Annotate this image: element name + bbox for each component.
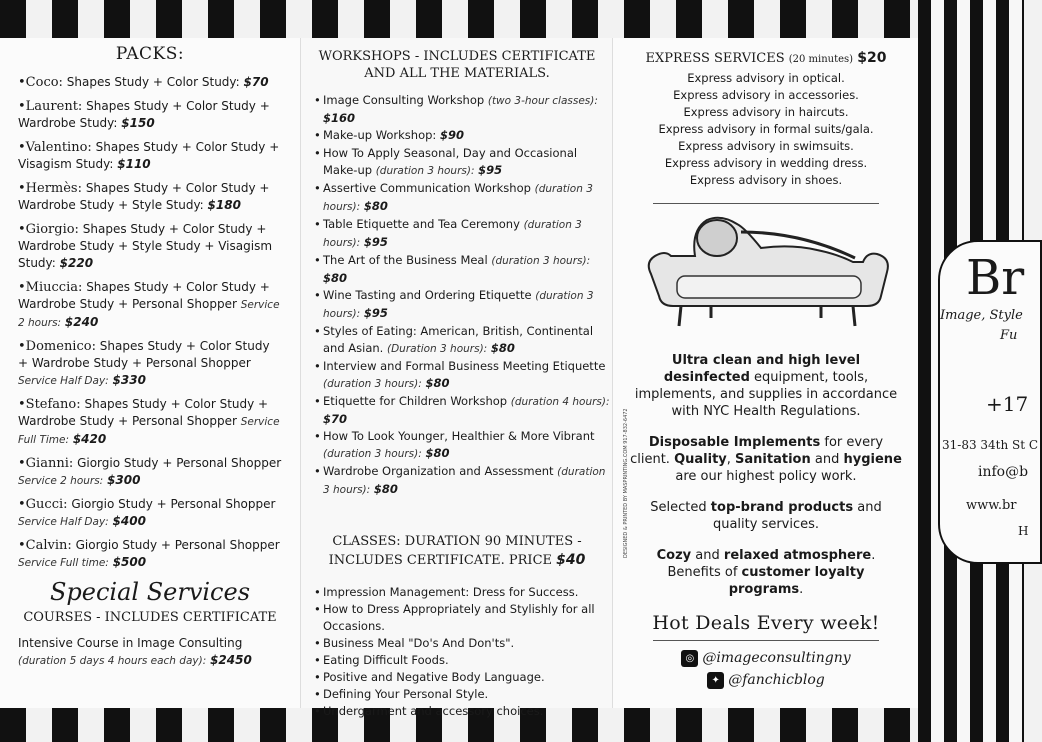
workshop-duration: (duration 3 hours): xyxy=(323,378,422,390)
course-price: $2450 xyxy=(210,653,252,667)
workshop-text: Make-up Workshop: xyxy=(323,128,437,142)
pack-price: $300 xyxy=(107,473,141,487)
workshop-item xyxy=(323,127,613,145)
hyg-b1: Disposable Implements xyxy=(648,435,821,450)
pack-duration: Service Half Day: xyxy=(18,375,109,387)
express-item: Express advisory in accessories. xyxy=(673,88,859,102)
express-title-text: EXPRESS SERVICES xyxy=(645,51,785,66)
course-item xyxy=(18,635,282,670)
pack-item xyxy=(18,180,282,215)
express-item: Express advisory in formal suits/gala. xyxy=(658,122,874,136)
phone-number: +17 xyxy=(986,392,1029,416)
packs-title: PACKS: xyxy=(115,44,185,64)
social-links xyxy=(613,647,919,691)
divider xyxy=(653,203,879,204)
pack-name: •Giorgio: xyxy=(18,222,79,237)
workshop-price: $80 xyxy=(373,482,398,496)
hyg-p3-t2: and quality services. xyxy=(712,500,882,532)
hyg-b4: hygiene xyxy=(843,452,902,467)
pack-desc: Giorgio Study + Personal Shopper xyxy=(75,538,280,552)
pack-item xyxy=(18,98,282,133)
pack-price: $400 xyxy=(112,514,146,528)
instagram-icon: ◎ xyxy=(681,650,698,667)
sofa-illustration xyxy=(641,210,891,338)
workshop-text: Interview and Formal Business Meeting Etiquette xyxy=(323,359,606,373)
twitter-handle: @fanchicblog xyxy=(728,672,825,688)
address: 31-83 34th St C xyxy=(942,438,1039,452)
hyg-t2: , xyxy=(726,452,731,467)
workshop-duration: (duration 3 hours): xyxy=(323,290,594,320)
pack-item xyxy=(18,74,282,92)
website: www.br xyxy=(966,498,1017,513)
class-item: • Eating Difficult Foods. xyxy=(323,652,613,669)
workshop-item xyxy=(323,180,613,216)
workshops-title: WORKSHOPS - INCLUDES CERTIFICATE AND ALL THE MATERIALS. xyxy=(318,49,596,81)
instagram-link[interactable] xyxy=(613,647,919,669)
workshop-item xyxy=(323,323,613,358)
course-duration: (duration 5 days 4 hours each day): xyxy=(18,655,207,667)
workshops-list xyxy=(301,92,613,499)
course-text: Intensive Course in Image Consulting xyxy=(18,636,243,650)
pack-item xyxy=(18,396,282,449)
hyg-p4-b2: relaxed atmosphere xyxy=(723,548,872,563)
pack-name: •Miuccia: xyxy=(18,280,83,295)
special-services-title: Special Services xyxy=(49,578,251,606)
pack-price: $240 xyxy=(64,315,99,329)
pack-desc: Shapes Study + Color Study + Visagism Study: xyxy=(18,140,280,171)
card-footer: H xyxy=(1018,524,1029,538)
workshop-item xyxy=(323,428,613,463)
workshop-text: Styles of Eating: American, British, Continental and Asian. xyxy=(323,324,594,355)
workshop-price: $90 xyxy=(439,128,464,142)
hygiene-p1-bold: Ultra clean and high level desinfected xyxy=(663,353,861,385)
pack-duration: Service Half Day: xyxy=(18,516,109,528)
workshop-price: $80 xyxy=(425,376,450,390)
workshop-item xyxy=(323,393,613,428)
pack-name: •Valentino: xyxy=(18,140,92,155)
pack-name: •Stefano: xyxy=(18,397,81,412)
workshop-text: Table Etiquette and Tea Ceremony xyxy=(323,217,520,231)
hyg-p3-t1: Selected xyxy=(650,500,707,515)
workshop-text: Assertive Communication Workshop xyxy=(323,181,531,195)
express-item: Express advisory in swimsuits. xyxy=(678,139,854,153)
pack-name: •Hermès: xyxy=(18,181,82,196)
pack-price: $420 xyxy=(72,432,107,446)
hyg-t1: for every client. xyxy=(630,435,884,467)
workshop-duration: (duration 4 hours): xyxy=(510,396,610,408)
workshop-duration: (duration 3 hours): xyxy=(323,448,422,460)
hyg-p4-t1: and xyxy=(695,548,720,563)
pack-name: •Domenico: xyxy=(18,339,96,354)
pack-item xyxy=(18,279,282,332)
workshops-panel xyxy=(300,38,613,718)
classes-title-text: CLASSES: DURATION 90 MINUTES - INCLUDES CERTIFICATE. PRICE xyxy=(328,534,582,568)
class-item: • Undergarment and accessory choices. xyxy=(323,703,613,720)
pack-price: $150 xyxy=(121,116,155,130)
hygiene-paragraph-4 xyxy=(629,547,903,598)
courses-title: COURSES - INCLUDES CERTIFICATE xyxy=(23,610,277,625)
express-item: Express advisory in shoes. xyxy=(689,173,843,187)
pack-name: •Calvin: xyxy=(18,538,72,553)
brand-name: Br xyxy=(966,250,1025,306)
hyg-b3: Sanitation xyxy=(735,452,811,467)
hyg-t3: and xyxy=(814,452,840,467)
workshop-item xyxy=(323,92,613,127)
pack-item xyxy=(18,455,282,490)
class-item: • Business Meal "Do's And Don'ts". xyxy=(323,635,613,652)
pack-name: •Gucci: xyxy=(18,497,68,512)
express-list xyxy=(613,70,919,189)
classes-title xyxy=(315,533,599,570)
pack-item xyxy=(18,496,282,531)
hygiene-paragraph-2 xyxy=(629,434,903,485)
pack-price: $110 xyxy=(117,157,151,171)
express-duration: (20 minutes) xyxy=(788,54,854,65)
workshop-price: $80 xyxy=(363,199,388,213)
classes-price: $40 xyxy=(556,552,586,568)
workshop-item xyxy=(323,358,613,393)
pack-price: $500 xyxy=(112,555,147,569)
pack-desc: Shapes Study + Color Study + Wardrobe Study: xyxy=(18,99,270,130)
hot-deals-banner: Hot Deals Every week! xyxy=(652,612,880,634)
workshop-item xyxy=(323,252,613,287)
workshop-text: How To Look Younger, Healthier & More Vibrant xyxy=(323,429,595,443)
workshop-item xyxy=(323,463,613,499)
printer-note: DESIGNED & PRINTED BY MASPRINTING.COM 917-832-6472 xyxy=(623,408,629,558)
pack-desc: Shapes Study + Color Study: xyxy=(66,75,240,89)
hyg-t4: are our highest policy work. xyxy=(675,469,857,484)
twitter-icon: ✦ xyxy=(707,672,724,689)
pack-price: $70 xyxy=(243,75,269,89)
express-title xyxy=(613,50,919,66)
pack-name: •Gianni: xyxy=(18,456,74,471)
pack-duration: Service 2 hours: xyxy=(18,299,280,329)
workshop-duration: (Duration 3 hours): xyxy=(387,343,488,355)
hyg-p4-b1: Cozy xyxy=(656,548,692,563)
pack-desc: Shapes Study + Color Study + Wardrobe Study + Style Study + Visagism Study: xyxy=(18,222,273,270)
class-item: • Positive and Negative Body Language. xyxy=(323,669,613,686)
hygiene-paragraph-1 xyxy=(629,352,903,420)
workshop-price: $95 xyxy=(363,235,388,249)
workshop-text: Image Consulting Workshop xyxy=(323,93,485,107)
workshop-text: Wardrobe Organization and Assessment xyxy=(323,464,554,478)
workshop-duration: (duration 3 hours): xyxy=(375,165,475,177)
packs-list xyxy=(0,74,300,572)
brand-tagline: Image, Style xyxy=(940,308,1023,323)
workshop-text: How To Apply Seasonal, Day and Occasional Make-up xyxy=(323,146,578,177)
workshop-price: $160 xyxy=(323,111,356,125)
brand-tagline-2: Fu xyxy=(1000,328,1018,343)
pack-price: $220 xyxy=(59,256,94,270)
pack-duration: Service 2 hours: xyxy=(18,475,104,487)
pack-item xyxy=(18,537,282,572)
workshop-price: $80 xyxy=(425,446,450,460)
hyg-p4-b3: customer loyalty programs xyxy=(728,565,865,597)
workshop-item xyxy=(323,216,613,252)
workshop-price: $95 xyxy=(363,306,388,320)
divider-2 xyxy=(653,640,879,641)
workshop-price: $80 xyxy=(490,341,515,355)
express-item: Express advisory in wedding dress. xyxy=(664,156,868,170)
hygiene-p1-text: equipment, tools, implements, and supplies in accordance with NYC Health Regulations. xyxy=(634,370,898,419)
packs-panel xyxy=(0,38,300,708)
hyg-b2: Quality xyxy=(674,452,727,467)
pack-price: $180 xyxy=(207,198,241,212)
workshop-price: $95 xyxy=(478,163,503,177)
workshop-text: The Art of the Business Meal xyxy=(323,253,488,267)
class-item: • Impression Management: Dress for Success. xyxy=(323,584,613,601)
pack-duration: Service Full Time: xyxy=(18,416,280,446)
pack-desc: Shapes Study + Color Study + Wardrobe Study + Personal Shopper xyxy=(18,397,269,428)
pack-desc: Giorgio Study + Personal Shopper xyxy=(77,456,282,470)
pack-duration: Service Full time: xyxy=(18,557,109,569)
pack-desc: Shapes Study + Color Study + Wardrobe Study + Personal Shopper xyxy=(18,280,270,311)
email: info@b xyxy=(978,464,1029,480)
workshop-item xyxy=(323,287,613,323)
workshop-duration: (duration 3 hours): xyxy=(323,466,606,496)
hygiene-paragraph-3 xyxy=(629,499,903,533)
hyg-p4-t2: . Benefits of xyxy=(667,548,876,580)
hyg-p4-t3: . xyxy=(799,582,804,597)
pack-name: •Coco: xyxy=(18,75,63,90)
express-item: Express advisory in haircuts. xyxy=(683,105,849,119)
pack-price: $330 xyxy=(112,373,146,387)
workshop-item xyxy=(323,145,613,180)
instagram-handle: @imageconsultingny xyxy=(702,650,851,666)
express-panel xyxy=(612,38,919,708)
class-item: • How to Dress Appropriately and Stylishly for all Occasions. xyxy=(323,601,613,635)
hyg-p3-b1: top-brand products xyxy=(710,500,854,515)
twitter-link[interactable] xyxy=(613,669,919,691)
pack-name: •Laurent: xyxy=(18,99,83,114)
cover-card xyxy=(938,240,1042,564)
pack-item xyxy=(18,221,282,273)
workshop-text: Wine Tasting and Ordering Etiquette xyxy=(323,288,532,302)
express-item: Express advisory in optical. xyxy=(687,71,845,85)
workshop-price: $70 xyxy=(323,412,348,426)
express-price: $20 xyxy=(857,50,887,66)
workshop-duration: (two 3-hour classes): xyxy=(487,95,598,107)
classes-list xyxy=(301,584,613,720)
workshop-duration: (duration 3 hours): xyxy=(323,219,582,249)
class-item: • Defining Your Personal Style. xyxy=(323,686,613,703)
workshop-price: $80 xyxy=(323,271,348,285)
workshop-text: Etiquette for Children Workshop xyxy=(323,394,508,408)
pack-desc: Shapes Study + Color Study + Wardrobe Study + Style Study: xyxy=(18,181,270,212)
workshop-duration: (duration 3 hours): xyxy=(323,183,593,213)
top-stripe-border xyxy=(0,0,1024,38)
pack-item xyxy=(18,139,282,174)
pack-desc: Shapes Study + Color Study + Wardrobe Study + Personal Shopper xyxy=(18,339,270,370)
pack-desc: Giorgio Study + Personal Shopper xyxy=(71,497,276,511)
pack-item xyxy=(18,338,282,390)
workshop-duration: (duration 3 hours): xyxy=(491,255,591,267)
